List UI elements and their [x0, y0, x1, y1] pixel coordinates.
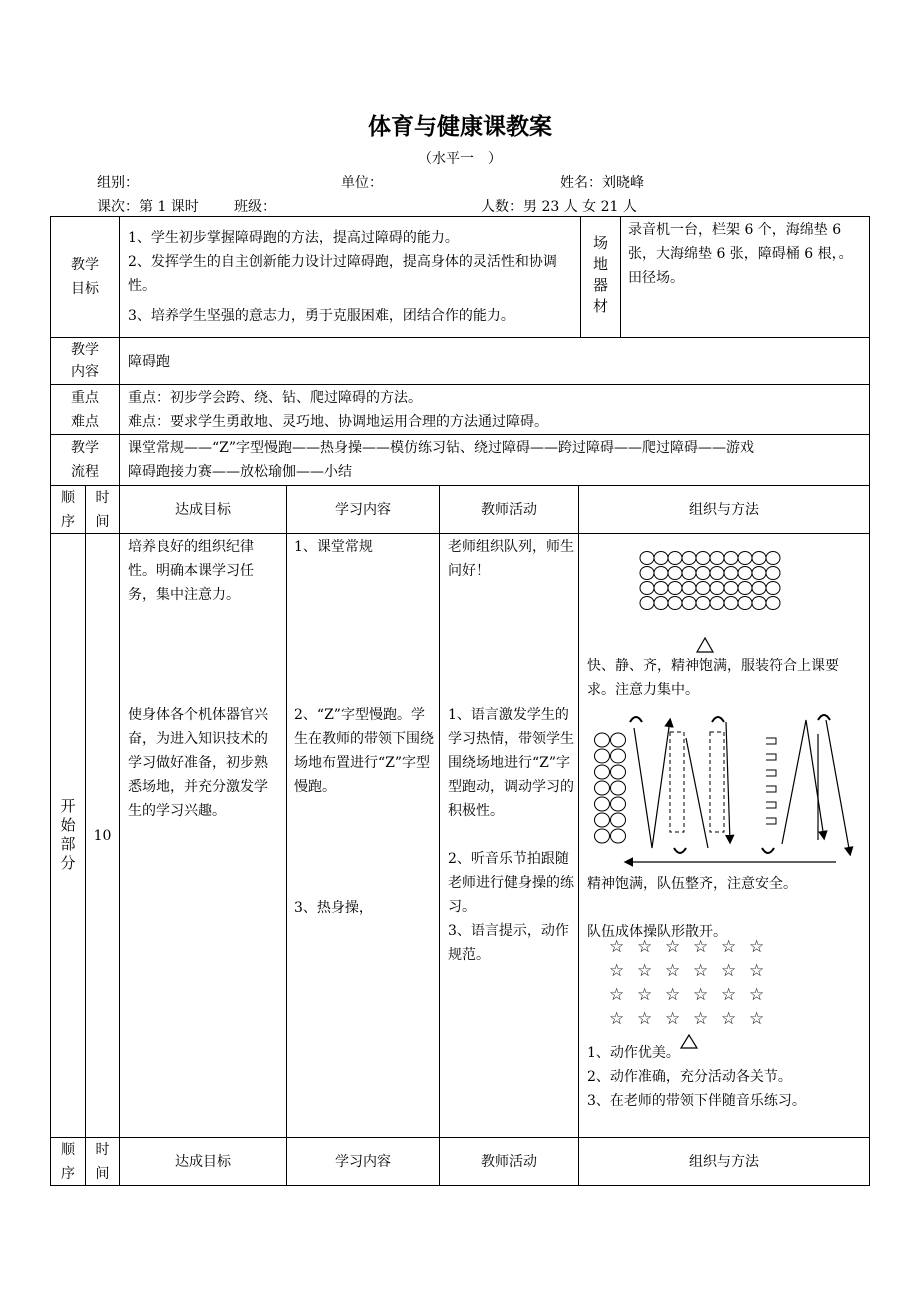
student-circle — [696, 597, 710, 610]
student-star: ☆ — [721, 1009, 737, 1029]
student-circle — [682, 582, 696, 595]
student-star: ☆ — [693, 1009, 709, 1029]
student-circle — [611, 765, 626, 779]
student-star: ☆ — [609, 985, 625, 1005]
student-star: ☆ — [609, 961, 625, 981]
goal-header: 达成目标 — [175, 1153, 231, 1170]
time-header: 时 — [95, 1141, 110, 1158]
student-circle — [738, 552, 752, 565]
student-star: ☆ — [609, 937, 625, 957]
student-circle — [738, 597, 752, 610]
student-circle — [595, 749, 610, 763]
student-circle — [766, 597, 780, 610]
method-header: 组织与方法 — [689, 1153, 759, 1170]
student-circle — [654, 567, 668, 580]
student-circle — [766, 582, 780, 595]
student-circle — [654, 582, 668, 595]
goal-item: 1、学生初步掌握障碍跑的方法，提高过障碍的能力。 — [128, 230, 459, 246]
student-star: ☆ — [665, 985, 681, 1005]
flow-label: 教学 流程 — [71, 440, 99, 480]
student-circle — [611, 781, 626, 795]
goal-text-2: 使身体各个机体器官兴奋，为进入知识技术的学习做好准备，初步熟悉场地，并充分激发学生的学习兴趣。 — [128, 707, 268, 819]
equipment-label: 场地器材 — [591, 235, 609, 319]
teacher-text-2: 1、语言激发学生的学习热情，带领学生围绕场地进行“Z”字型跑动，调动学习的积极性。 — [448, 707, 574, 819]
section-name: 开始部分 — [58, 797, 77, 874]
teacher-text-3: 2、听音乐节拍跟随老师进行健身操的练习。 — [448, 851, 574, 915]
student-circle — [696, 552, 710, 565]
student-star: ☆ — [665, 937, 681, 957]
student-circle — [611, 797, 626, 811]
star-formation-diagram — [605, 934, 775, 1054]
student-circle — [654, 597, 668, 610]
student-star: ☆ — [693, 937, 709, 957]
teacher-text-1: 老师组织队列，师生问好！ — [448, 539, 574, 579]
flow-text: 课堂常规——“Z”字型慢跑——热身操——模仿练习钻、绕过障碍——跨过障碍——爬过障碍——游戏 障碍跑接力赛——放松瑜伽——小结 — [128, 440, 755, 480]
teacher-name: 姓名：刘晓峰 — [560, 175, 644, 191]
student-circle — [766, 567, 780, 580]
student-circle — [724, 582, 738, 595]
student-circle — [738, 567, 752, 580]
method-text-6: 3、在老师的带领下伴随音乐练习。 — [587, 1093, 806, 1109]
student-circle — [595, 765, 610, 779]
student-circle — [738, 582, 752, 595]
student-star: ☆ — [693, 961, 709, 981]
student-circle — [611, 829, 626, 843]
method-text-5: 2、动作准确，充分活动各关节。 — [587, 1069, 792, 1085]
student-star: ☆ — [637, 985, 653, 1005]
student-circle — [640, 597, 654, 610]
student-star: ☆ — [693, 985, 709, 1005]
student-circle — [611, 749, 626, 763]
method-text-4: 1、动作优美。 — [587, 1045, 680, 1061]
z-run-diagram — [586, 708, 866, 868]
goals-list — [128, 226, 576, 328]
student-circle — [724, 552, 738, 565]
method-text-3: 队伍成体操队形散开。 — [587, 924, 727, 940]
goals-label: 教学 目标 — [71, 257, 99, 297]
student-circle — [595, 733, 610, 747]
student-star: ☆ — [749, 937, 765, 957]
equipment-text: 录音机一台，栏架 6 个，海绵垫 6 张，大海绵垫 6 张，障碍桶 6 根，。 田径场。 — [628, 218, 864, 290]
student-circle — [682, 567, 696, 580]
student-circle — [724, 597, 738, 610]
teacher-header: 教师活动 — [481, 501, 537, 518]
student-circle — [595, 781, 610, 795]
student-circle — [595, 813, 610, 827]
student-star: ☆ — [749, 961, 765, 981]
content-label: 教学 内容 — [71, 342, 99, 380]
student-star: ☆ — [749, 1009, 765, 1029]
goal-text-1: 培养良好的组织纪律性。明确本课学习任务，集中注意力。 — [128, 539, 254, 603]
student-circle — [752, 582, 766, 595]
page-subtitle: （水平一 ） — [418, 151, 502, 167]
student-star: ☆ — [749, 985, 765, 1005]
student-count: 人数：男 23 人 女 21 人 — [481, 199, 637, 215]
class-field: 班级： — [234, 199, 276, 215]
page-title: 体育与健康课教案 — [368, 113, 552, 140]
goal-item: 2、发挥学生的自主创新能力设计过障碍跑，提高身体的灵活性和协调性。 — [128, 254, 557, 294]
seq-header: 顺 — [61, 1141, 75, 1158]
student-star: ☆ — [637, 937, 653, 957]
unit-field: 单位： — [341, 175, 383, 191]
study-header: 学习内容 — [335, 501, 391, 518]
student-star: ☆ — [665, 1009, 681, 1029]
content-text: 障碍跑 — [128, 354, 170, 370]
lesson-number: 课次：第 1 课时 — [97, 199, 199, 215]
time-header: 时 — [95, 489, 110, 506]
student-circle — [710, 567, 724, 580]
formation-diagram — [630, 548, 790, 658]
student-circle — [611, 733, 626, 747]
student-circle — [724, 567, 738, 580]
student-star: ☆ — [721, 961, 737, 981]
student-circle — [766, 552, 780, 565]
student-circle — [595, 797, 610, 811]
venue-text: 田径场。 — [628, 270, 684, 286]
method-header: 组织与方法 — [689, 501, 759, 518]
keypoints-label: 重点 难点 — [71, 389, 99, 430]
student-circle — [682, 552, 696, 565]
student-circle — [640, 552, 654, 565]
study-text-1: 1、课堂常规 — [294, 539, 373, 555]
student-star: ☆ — [637, 961, 653, 981]
seq-header: 顺 — [61, 489, 75, 506]
student-circle — [752, 597, 766, 610]
keypoints-text — [128, 386, 863, 434]
group-field: 组别： — [97, 175, 139, 191]
student-star: ☆ — [721, 985, 737, 1005]
student-star: ☆ — [721, 937, 737, 957]
student-circle — [696, 567, 710, 580]
student-circle — [611, 813, 626, 827]
student-circle — [682, 597, 696, 610]
key-point: 重点：初步学会跨、绕、钻、爬过障碍的方法。 — [128, 390, 422, 406]
goal-item: 3、培养学生坚强的意志力，勇于克服困难，团结合作的能力。 — [128, 308, 515, 324]
study-text-2: 2、“Z”字型慢跑。学生在教师的带领下围绕场地布置进行“Z”字型慢跑。 — [294, 707, 434, 795]
student-circle — [668, 582, 682, 595]
student-circle — [696, 582, 710, 595]
student-circle — [710, 597, 724, 610]
section-time: 10 — [93, 827, 112, 844]
teacher-header: 教师活动 — [481, 1153, 537, 1170]
student-circle — [710, 552, 724, 565]
student-circle — [640, 582, 654, 595]
method-text-2: 精神饱满，队伍整齐，注意安全。 — [587, 876, 797, 892]
student-circle — [654, 552, 668, 565]
student-circle — [752, 567, 766, 580]
student-circle — [668, 597, 682, 610]
student-circle — [752, 552, 766, 565]
student-star: ☆ — [609, 1009, 625, 1029]
student-circle — [710, 582, 724, 595]
student-circle — [595, 829, 610, 843]
student-star: ☆ — [637, 1009, 653, 1029]
teacher-text-4: 3、语言提示，动作规范。 — [448, 923, 569, 963]
student-circle — [640, 567, 654, 580]
goal-header: 达成目标 — [175, 501, 231, 518]
study-header: 学习内容 — [335, 1153, 391, 1170]
method-text-1: 快、静、齐，精神饱满，服装符合上课要求。注意力集中。 — [587, 658, 839, 698]
study-text-3: 3、热身操， — [294, 900, 373, 916]
student-circle — [668, 552, 682, 565]
student-star: ☆ — [665, 961, 681, 981]
difficult-point: 难点：要求学生勇敢地、灵巧地、协调地运用合理的方法通过障碍。 — [128, 414, 548, 430]
student-circle — [668, 567, 682, 580]
